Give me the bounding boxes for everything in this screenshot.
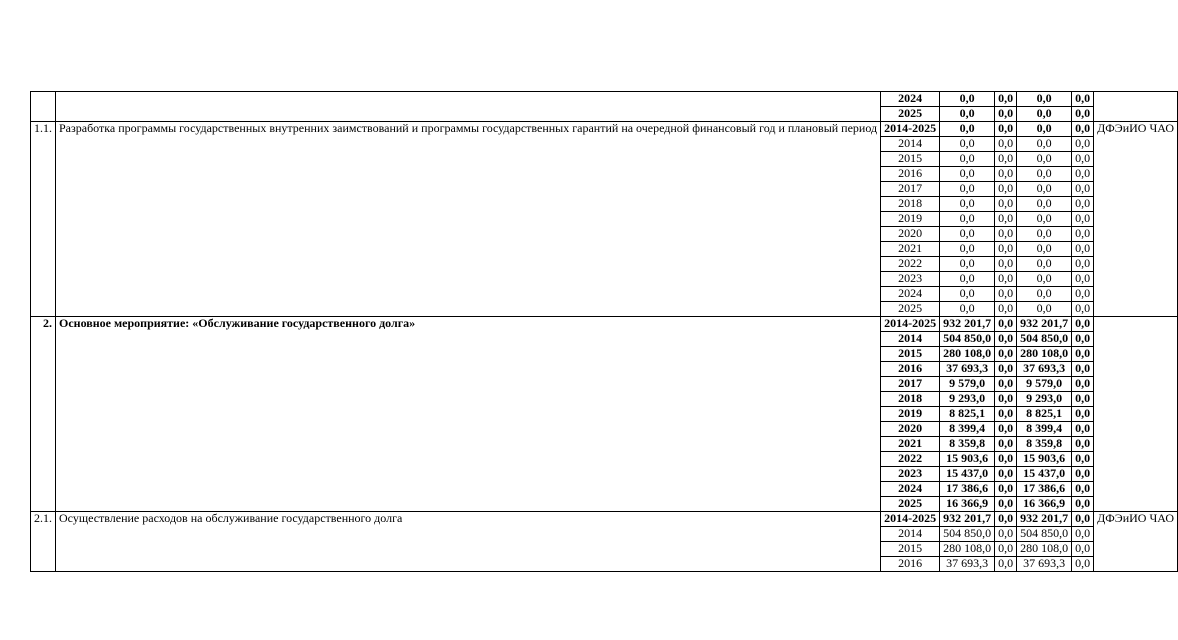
item-name: Основное мероприятие: «Обслуживание государственного долга» [56,317,881,512]
value-cell: 504 850,0 [1017,527,1072,542]
value-cell: 8 359,8 [940,437,995,452]
table-body [31,92,1178,572]
year-cell: 2025 [881,302,940,317]
value-cell: 0,0 [1072,362,1094,377]
value-cell: 0,0 [1072,437,1094,452]
year-cell: 2018 [881,197,940,212]
year-cell: 2014-2025 [881,512,940,527]
year-cell: 2014 [881,527,940,542]
value-cell: 9 579,0 [940,377,995,392]
value-cell: 0,0 [1072,272,1094,287]
year-cell: 2016 [881,167,940,182]
value-cell: 0,0 [995,362,1017,377]
value-cell: 0,0 [1072,152,1094,167]
value-cell: 0,0 [995,257,1017,272]
responsible-executor: ДФЭиИО ЧАО [1094,512,1178,572]
year-cell: 2019 [881,407,940,422]
value-cell: 0,0 [1017,182,1072,197]
value-cell: 0,0 [940,137,995,152]
value-cell: 9 293,0 [1017,392,1072,407]
value-cell: 0,0 [940,107,995,122]
value-cell: 504 850,0 [940,527,995,542]
value-cell: 0,0 [995,152,1017,167]
value-cell: 0,0 [1072,257,1094,272]
value-cell: 0,0 [995,197,1017,212]
value-cell: 0,0 [995,527,1017,542]
value-cell: 0,0 [995,542,1017,557]
value-cell: 0,0 [940,212,995,227]
value-cell: 9 293,0 [940,392,995,407]
value-cell: 0,0 [1017,302,1072,317]
value-cell: 0,0 [1017,137,1072,152]
responsible-executor [1094,92,1178,122]
year-cell: 2024 [881,482,940,497]
value-cell: 0,0 [1017,272,1072,287]
value-cell: 0,0 [940,92,995,107]
year-cell: 2021 [881,242,940,257]
year-cell: 2016 [881,362,940,377]
year-cell: 2014 [881,332,940,347]
value-cell: 17 386,6 [1017,482,1072,497]
value-cell: 0,0 [995,512,1017,527]
value-cell: 0,0 [1072,542,1094,557]
value-cell: 932 201,7 [940,512,995,527]
table-row [31,512,1178,527]
value-cell: 0,0 [1017,167,1072,182]
value-cell: 0,0 [1072,302,1094,317]
value-cell: 37 693,3 [1017,362,1072,377]
value-cell: 0,0 [995,482,1017,497]
value-cell: 0,0 [940,167,995,182]
year-cell: 2015 [881,347,940,362]
year-cell: 2020 [881,227,940,242]
value-cell: 0,0 [1072,92,1094,107]
value-cell: 0,0 [1072,137,1094,152]
table-row [31,317,1178,332]
table-row [31,92,1178,107]
year-cell: 2018 [881,392,940,407]
year-cell: 2019 [881,212,940,227]
value-cell: 0,0 [1072,287,1094,302]
value-cell: 15 903,6 [940,452,995,467]
value-cell: 0,0 [940,227,995,242]
value-cell: 280 108,0 [1017,542,1072,557]
value-cell: 37 693,3 [1017,557,1072,572]
year-cell: 2014 [881,137,940,152]
value-cell: 0,0 [1017,257,1072,272]
year-cell: 2017 [881,182,940,197]
value-cell: 16 366,9 [1017,497,1072,512]
value-cell: 0,0 [940,302,995,317]
value-cell: 8 399,4 [940,422,995,437]
value-cell: 15 903,6 [1017,452,1072,467]
value-cell: 0,0 [1072,482,1094,497]
value-cell: 0,0 [1072,167,1094,182]
value-cell: 0,0 [995,182,1017,197]
value-cell: 0,0 [1017,197,1072,212]
value-cell: 8 825,1 [1017,407,1072,422]
value-cell: 504 850,0 [1017,332,1072,347]
year-cell: 2015 [881,152,940,167]
value-cell: 0,0 [1072,392,1094,407]
value-cell: 0,0 [1017,242,1072,257]
year-cell: 2023 [881,272,940,287]
value-cell: 0,0 [940,122,995,137]
value-cell: 0,0 [1072,317,1094,332]
value-cell: 0,0 [995,392,1017,407]
value-cell: 0,0 [940,242,995,257]
value-cell: 0,0 [995,302,1017,317]
value-cell: 0,0 [1072,512,1094,527]
value-cell: 8 399,4 [1017,422,1072,437]
year-cell: 2024 [881,287,940,302]
value-cell: 0,0 [1017,107,1072,122]
value-cell: 0,0 [940,197,995,212]
year-cell: 2014-2025 [881,122,940,137]
value-cell: 0,0 [995,137,1017,152]
value-cell: 0,0 [1072,557,1094,572]
year-cell: 2022 [881,257,940,272]
item-number: 2.1. [31,512,56,572]
value-cell: 0,0 [1072,407,1094,422]
value-cell: 0,0 [995,242,1017,257]
value-cell: 0,0 [1072,242,1094,257]
value-cell: 37 693,3 [940,362,995,377]
value-cell: 15 437,0 [940,467,995,482]
value-cell: 932 201,7 [940,317,995,332]
value-cell: 0,0 [995,422,1017,437]
program-table [30,91,1178,572]
year-cell: 2023 [881,467,940,482]
value-cell: 37 693,3 [940,557,995,572]
year-cell: 2016 [881,557,940,572]
value-cell: 17 386,6 [940,482,995,497]
value-cell: 0,0 [995,467,1017,482]
value-cell: 0,0 [1017,152,1072,167]
value-cell: 0,0 [995,497,1017,512]
value-cell: 0,0 [1072,182,1094,197]
year-cell: 2014-2025 [881,317,940,332]
value-cell: 0,0 [940,182,995,197]
value-cell: 8 825,1 [940,407,995,422]
item-number: 1.1. [31,122,56,317]
value-cell: 0,0 [1072,122,1094,137]
value-cell: 932 201,7 [1017,317,1072,332]
value-cell: 0,0 [1072,497,1094,512]
year-cell: 2017 [881,377,940,392]
value-cell: 0,0 [995,167,1017,182]
year-cell: 2021 [881,437,940,452]
year-cell: 2025 [881,107,940,122]
value-cell: 0,0 [995,227,1017,242]
value-cell: 280 108,0 [940,347,995,362]
value-cell: 0,0 [1017,227,1072,242]
value-cell: 932 201,7 [1017,512,1072,527]
item-number: 2. [31,317,56,512]
year-cell: 2024 [881,92,940,107]
value-cell: 0,0 [995,332,1017,347]
year-cell: 2015 [881,542,940,557]
value-cell: 15 437,0 [1017,467,1072,482]
item-name [56,92,881,122]
value-cell: 0,0 [1017,212,1072,227]
value-cell: 0,0 [1072,422,1094,437]
value-cell: 280 108,0 [940,542,995,557]
value-cell: 280 108,0 [1017,347,1072,362]
value-cell: 0,0 [1072,377,1094,392]
value-cell: 0,0 [940,272,995,287]
year-cell: 2020 [881,422,940,437]
responsible-executor [1094,317,1178,512]
value-cell: 0,0 [1072,107,1094,122]
value-cell: 0,0 [1072,197,1094,212]
value-cell: 0,0 [1072,332,1094,347]
value-cell: 0,0 [1017,122,1072,137]
value-cell: 0,0 [1072,467,1094,482]
value-cell: 0,0 [995,317,1017,332]
item-name: Осуществление расходов на обслуживание государственного долга [56,512,881,572]
responsible-executor: ДФЭиИО ЧАО [1094,122,1178,317]
value-cell: 0,0 [940,257,995,272]
value-cell: 0,0 [1072,347,1094,362]
item-name: Разработка программы государственных внутренних заимствований и программы государственных гарантий на очередной финансовый год и плановый период [56,122,881,317]
value-cell: 0,0 [995,437,1017,452]
value-cell: 0,0 [1017,92,1072,107]
value-cell: 0,0 [1072,527,1094,542]
value-cell: 504 850,0 [940,332,995,347]
value-cell: 0,0 [995,122,1017,137]
value-cell: 0,0 [1072,212,1094,227]
value-cell: 0,0 [995,347,1017,362]
value-cell: 0,0 [995,287,1017,302]
value-cell: 0,0 [995,377,1017,392]
value-cell: 0,0 [995,407,1017,422]
value-cell: 0,0 [940,287,995,302]
year-cell: 2022 [881,452,940,467]
value-cell: 9 579,0 [1017,377,1072,392]
value-cell: 16 366,9 [940,497,995,512]
value-cell: 0,0 [995,452,1017,467]
item-number [31,92,56,122]
value-cell: 0,0 [940,152,995,167]
value-cell: 0,0 [995,92,1017,107]
value-cell: 0,0 [995,557,1017,572]
value-cell: 0,0 [1072,452,1094,467]
value-cell: 0,0 [1072,227,1094,242]
value-cell: 0,0 [995,272,1017,287]
year-cell: 2025 [881,497,940,512]
value-cell: 0,0 [1017,287,1072,302]
value-cell: 0,0 [995,212,1017,227]
value-cell: 8 359,8 [1017,437,1072,452]
value-cell: 0,0 [995,107,1017,122]
table-row [31,122,1178,137]
